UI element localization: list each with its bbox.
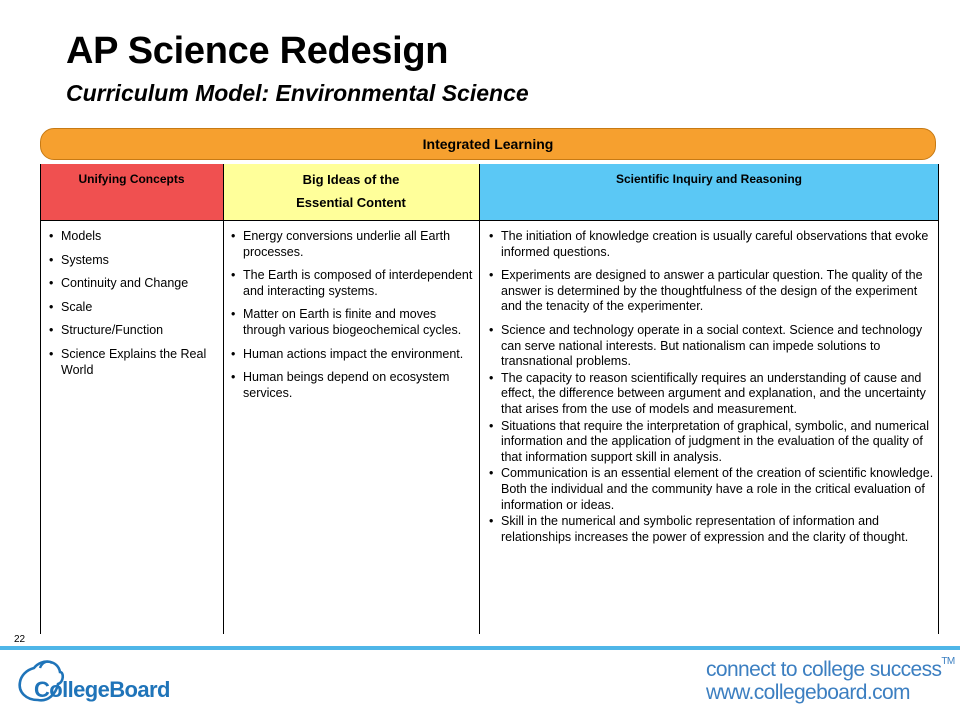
curriculum-table — [40, 164, 939, 634]
list-item: • Energy conversions underlie all Earth processes. — [230, 229, 476, 260]
list-item: • Structure/Function — [48, 323, 220, 339]
unifying-concepts-cell — [48, 221, 220, 380]
column-border-left — [40, 164, 41, 634]
website-url: www.collegeboard.com — [706, 681, 910, 704]
list-item: • Skill in the numerical and symbolic representation of information and relationships increases the power of expression and the clarity of thought. — [488, 514, 934, 545]
big-ideas-cell — [230, 221, 476, 403]
big-ideas-list — [230, 229, 476, 401]
list-item: • Models — [48, 229, 220, 245]
header-big-ideas-line2: Essential Content — [296, 195, 406, 210]
list-item: • Situations that require the interpretation of graphical, symbolic, and numerical information and the application of judgment in the evaluation of the quality of that information support skill in analysis. — [488, 419, 934, 466]
page-title: AP Science Redesign — [66, 30, 449, 72]
scientific-inquiry-cell — [488, 221, 934, 545]
scientific-inquiry-list — [488, 229, 934, 545]
header-big-ideas-line1: Big Ideas of the — [302, 172, 400, 187]
list-item: • The initiation of knowledge creation is usually careful observations that evoke informed questions. — [488, 229, 934, 260]
tagline — [706, 658, 955, 682]
list-item: • Human actions impact the environment. — [230, 347, 476, 363]
column-border-right — [938, 164, 939, 634]
header-unifying-concepts-label: Unifying Concepts — [78, 172, 185, 186]
list-item: • Continuity and Change — [48, 276, 220, 292]
column-border-1 — [223, 164, 224, 634]
header-unifying-concepts — [40, 164, 223, 220]
integrated-learning-banner: Integrated Learning — [40, 128, 936, 160]
footer-accent-bar — [0, 646, 960, 650]
list-item: • Science and technology operate in a social context. Science and technology can serve national interests. But nationalism can impede solutions to transnational problems. — [488, 323, 934, 370]
list-item: • Scale — [48, 300, 220, 316]
list-item: • The Earth is composed of interdependent and interacting systems. — [230, 268, 476, 299]
trademark-mark: TM — [941, 656, 955, 667]
list-item: • Communication is an essential element of the creation of scientific knowledge. Both the individual and the community have a role in the critical evaluation of information or ideas. — [488, 466, 934, 513]
logo-text: CollegeBoard — [34, 677, 170, 702]
list-item: • Human beings depend on ecosystem services. — [230, 370, 476, 401]
list-item: • Experiments are designed to answer a particular question. The quality of the answer is determined by the thoughtfulness of the design of the experiment and the tenacity of the experimenter. — [488, 268, 934, 315]
list-item: • Matter on Earth is finite and moves through various biogeochemical cycles. — [230, 307, 476, 338]
collegeboard-logo — [12, 654, 212, 714]
header-scientific-inquiry — [479, 164, 939, 220]
page-number: 22 — [14, 634, 26, 645]
list-item: • The capacity to reason scientifically requires an understanding of cause and effect, the difference between argument and explanation, and the uncertainty that arises from the use of models and measurement. — [488, 371, 934, 418]
header-big-ideas — [223, 164, 479, 220]
list-item: • Science Explains the Real World — [48, 347, 220, 378]
page-subtitle: Curriculum Model: Environmental Science — [66, 80, 529, 106]
unifying-concepts-list — [48, 229, 220, 378]
tagline-text: connect to college success — [706, 658, 942, 681]
list-item: • Systems — [48, 253, 220, 269]
header-scientific-inquiry-label: Scientific Inquiry and Reasoning — [615, 172, 803, 186]
column-border-2 — [479, 164, 480, 634]
